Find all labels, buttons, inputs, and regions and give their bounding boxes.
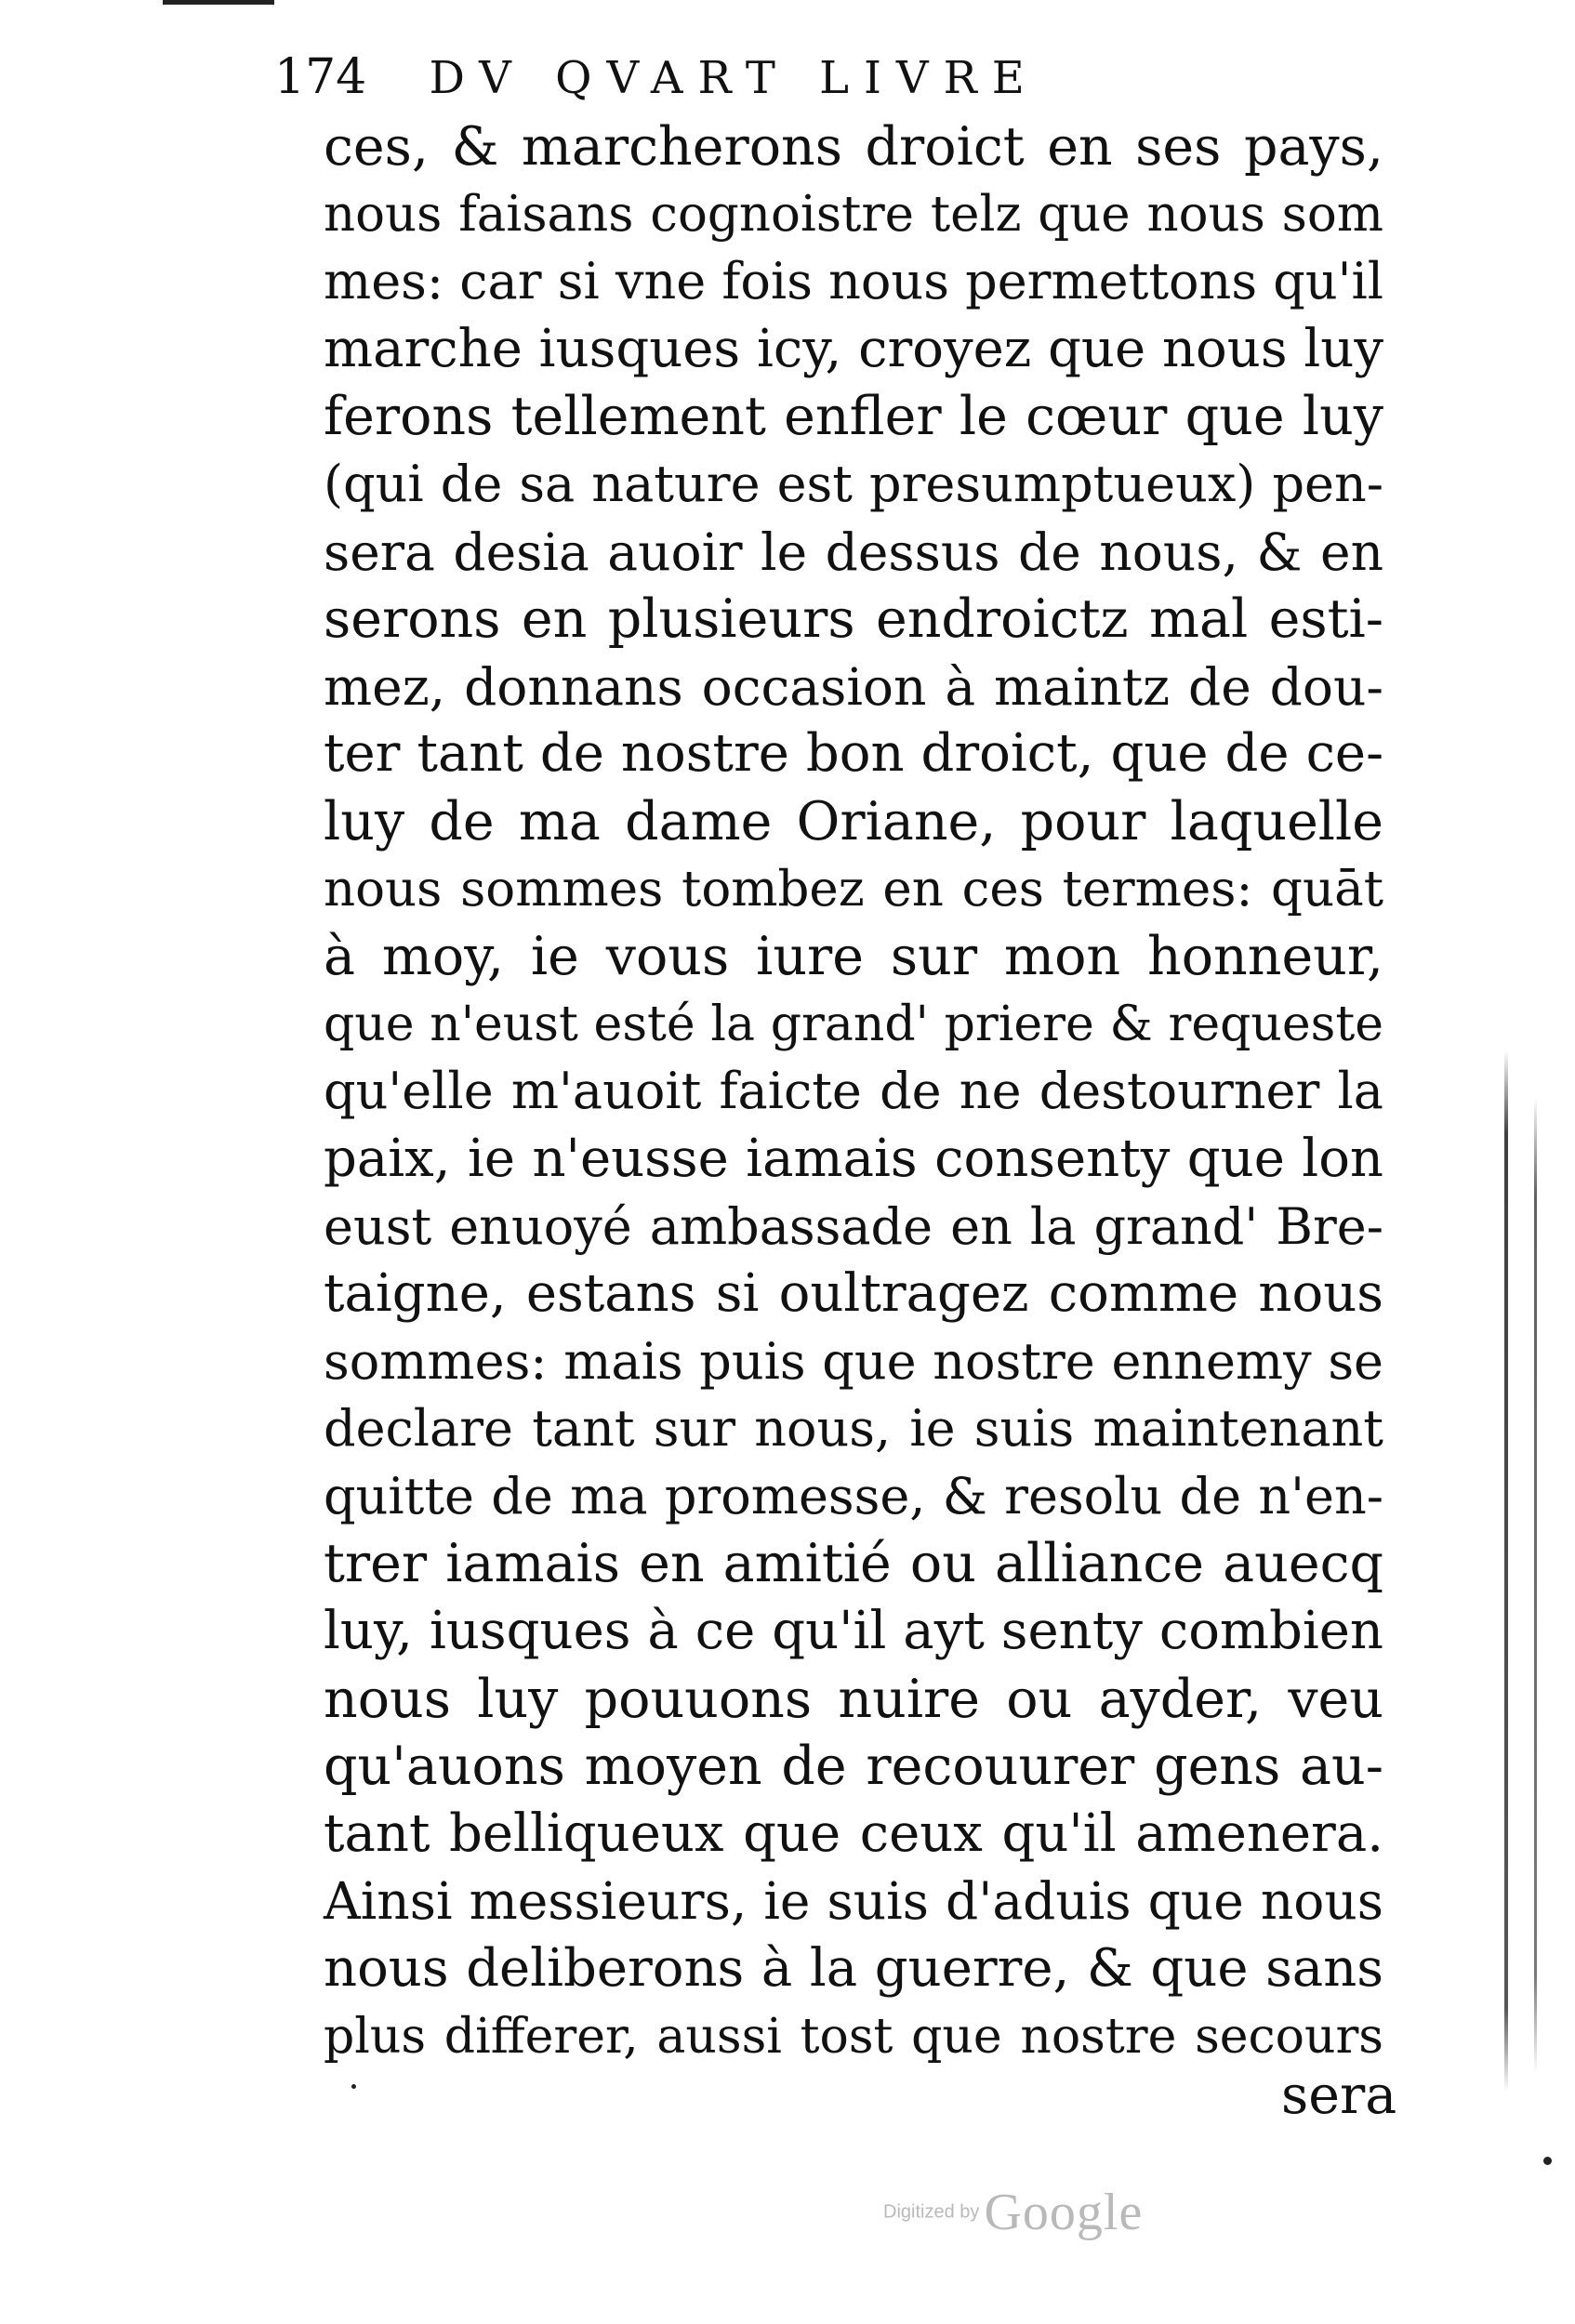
- text-line: ces, & marcherons droict en ses pays,: [324, 116, 1383, 178]
- text-line: declare tant sur nous, ie suis maintenant: [324, 1399, 1383, 1459]
- text-line: à moy, ie vous iure sur mon honneur,: [324, 926, 1383, 988]
- text-line: mes: car si vne fois nous permettons qu'il: [324, 252, 1383, 311]
- text-line: sommes: mais puis que nostre ennemy se: [324, 1331, 1383, 1391]
- text-line: plus differer, aussi tost que nostre secours: [324, 2008, 1383, 2065]
- scan-speck: [351, 2084, 356, 2089]
- text-line: que n'eust esté la grand' priere & requeste: [324, 996, 1383, 1052]
- text-line: eust enuoyé ambassade en la grand' Bre-: [324, 1196, 1383, 1256]
- text-line: quitte de ma promesse, & resolu de n'en-: [324, 1466, 1383, 1525]
- text-line: qu'auons moyen de recouurer gens au-: [324, 1736, 1383, 1798]
- digitization-watermark: [883, 2183, 1199, 2248]
- watermark-brand: Google: [984, 2184, 1144, 2241]
- text-line: ter tant de nostre bon droict, que de ce-: [324, 723, 1383, 785]
- page-header: [274, 45, 1390, 110]
- text-line: qu'elle m'auoit faicte de ne destourner la: [324, 1062, 1383, 1121]
- text-line: serons en plusieurs endroictz mal esti-: [324, 588, 1383, 651]
- scan-gutter-shadow-outer: [1534, 1097, 1537, 2073]
- scan-gutter-shadow: [1504, 1050, 1508, 2092]
- scan-edge-mark: [163, 0, 274, 5]
- catchword: sera: [1281, 2065, 1397, 2126]
- text-line: marche iusques icy, croyez que nous luy: [324, 318, 1383, 379]
- text-line: luy de ma dame Oriane, pour laquelle: [324, 790, 1383, 852]
- text-line: nous faisans cognoistre telz que nous som: [324, 185, 1383, 243]
- watermark-prefix: Digitized by: [883, 2201, 980, 2223]
- text-line: mez, donnans occasion à maintz de dou-: [324, 656, 1383, 717]
- page-number: 174: [274, 49, 367, 105]
- body-text: [324, 113, 1383, 2070]
- text-line: ferons tellement enfler le cœur que luy: [324, 386, 1383, 448]
- text-line: Ainsi messieurs, ie suis d'aduis que nous: [324, 1871, 1383, 1932]
- text-line: (qui de sa nature est presumptueux) pen-: [324, 454, 1383, 513]
- text-line: nous sommes tombez en ces termes: quāt: [324, 860, 1383, 918]
- text-line: nous deliberons à la guerre, & que sans: [324, 1938, 1383, 2000]
- text-line: taigne, estans si oultragez comme nous: [324, 1263, 1383, 1325]
- text-line: nous luy pouuons nuire ou ayder, veu: [324, 1668, 1383, 1730]
- text-line: sera desia auoir le dessus de nous, & en: [324, 522, 1383, 582]
- text-line: trer iamais en amitié ou alliance auecq: [324, 1533, 1383, 1595]
- text-line: tant belliqueux que ceux qu'il amenera.: [324, 1802, 1383, 1864]
- scan-speck: [1543, 2157, 1552, 2165]
- running-title: DV QVART LIVRE: [429, 52, 1039, 104]
- text-line: luy, iusques à ce qu'il ayt senty combien: [324, 1601, 1383, 1662]
- text-line: paix, ie n'eusse iamais consenty que lon: [324, 1128, 1383, 1189]
